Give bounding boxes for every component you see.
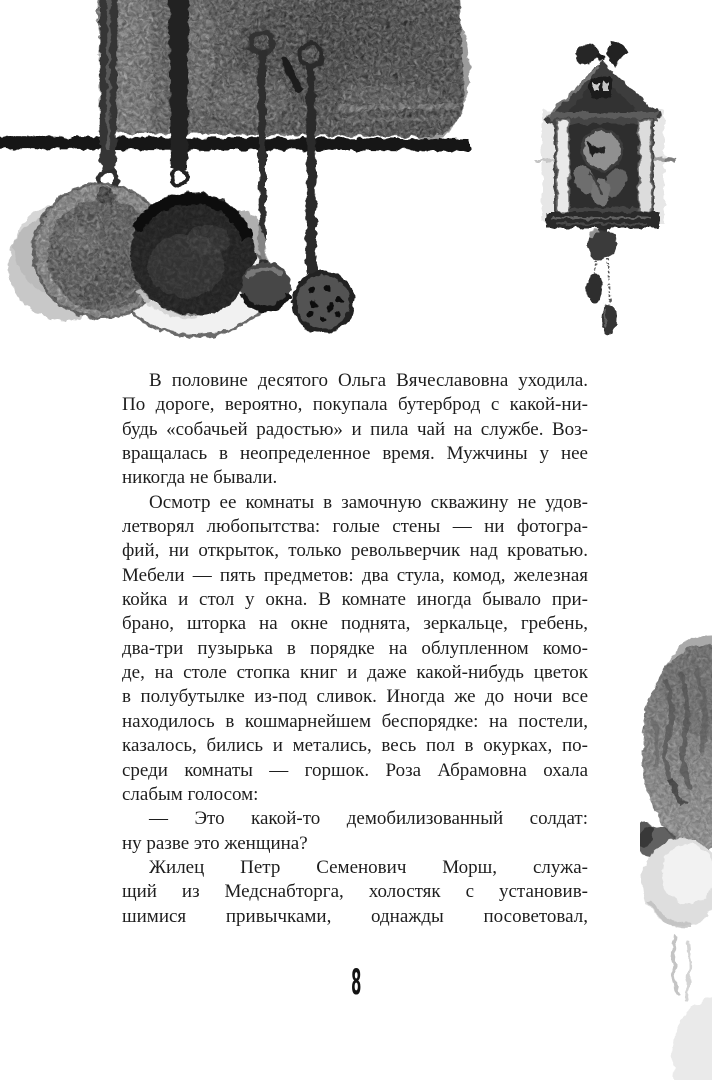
kitchen-utensils-illustration [0,0,712,360]
text-line: В половине десятого Ольга Вячеславовна уходила. [149,370,588,391]
text-line: будь «собачьей радостью» и пила чай на службе. Воз- [122,418,588,440]
text-line: вращалась в неопределенное время. Мужчины у нее [122,443,588,465]
text-line: Осмотр ее комнаты в замочную скважину не удов- [149,491,588,513]
page-footer [0,963,712,1003]
text-line: летворял любопытства: голые стены — ни фотогра- [122,516,588,538]
text-line: Мебели — пять предметов: два стула, комод, железная [122,564,588,586]
text-line: Жилец Петр Семенович Морш, служа- [149,856,588,878]
clock-weight [602,303,617,335]
frying-pans [8,184,270,336]
page-edge-illustration [640,628,712,1080]
hanging-rail [0,136,470,151]
text-line: койка и стол у окна. В комнате иногда бывало при- [122,589,588,611]
page-number: 8 [350,963,362,1003]
text-line: два-три пузырька в порядке на облупленном комо- [122,637,588,659]
text-line: По дороге, вероятно, покупала бутерброд с какой-ни- [122,394,588,416]
wall-board [97,0,470,140]
cuckoo-clock [542,41,664,335]
text-line: де, на столе стопка книг и даже какой-нибудь цветок [122,662,588,684]
text-line: щий из Медснабторга, холостяк с установив- [122,881,588,903]
text-line: среди комнаты — горшок. Роза Абрамовна охала [122,759,588,781]
text-line: казалось, бились и метались, весь пол в окурках, по- [122,735,588,757]
page-text [122,369,588,929]
text-line: фий, ни открыток, только револьверчик над кроватью. [122,540,588,562]
text-line: шимися привычками, однажды посоветовал, [122,905,588,927]
text-line: брано, шторка на окне поднята, зеркальце, гребень, [122,613,588,635]
text-line: — Это какой-то демобилизованный солдат: [149,808,588,830]
text-line: в полубутылке из-под сливок. Иногда же до ночи все [122,686,588,708]
text-line: никогда не бывали. [122,467,278,489]
skimmer [293,272,353,332]
text-line: слабым голосом: [122,783,259,805]
text-line: ну разве это женщина? [122,832,308,854]
text-line: находилось в кошмарнейшем беспорядке: на постели, [122,710,588,732]
clock-weight [587,273,603,303]
